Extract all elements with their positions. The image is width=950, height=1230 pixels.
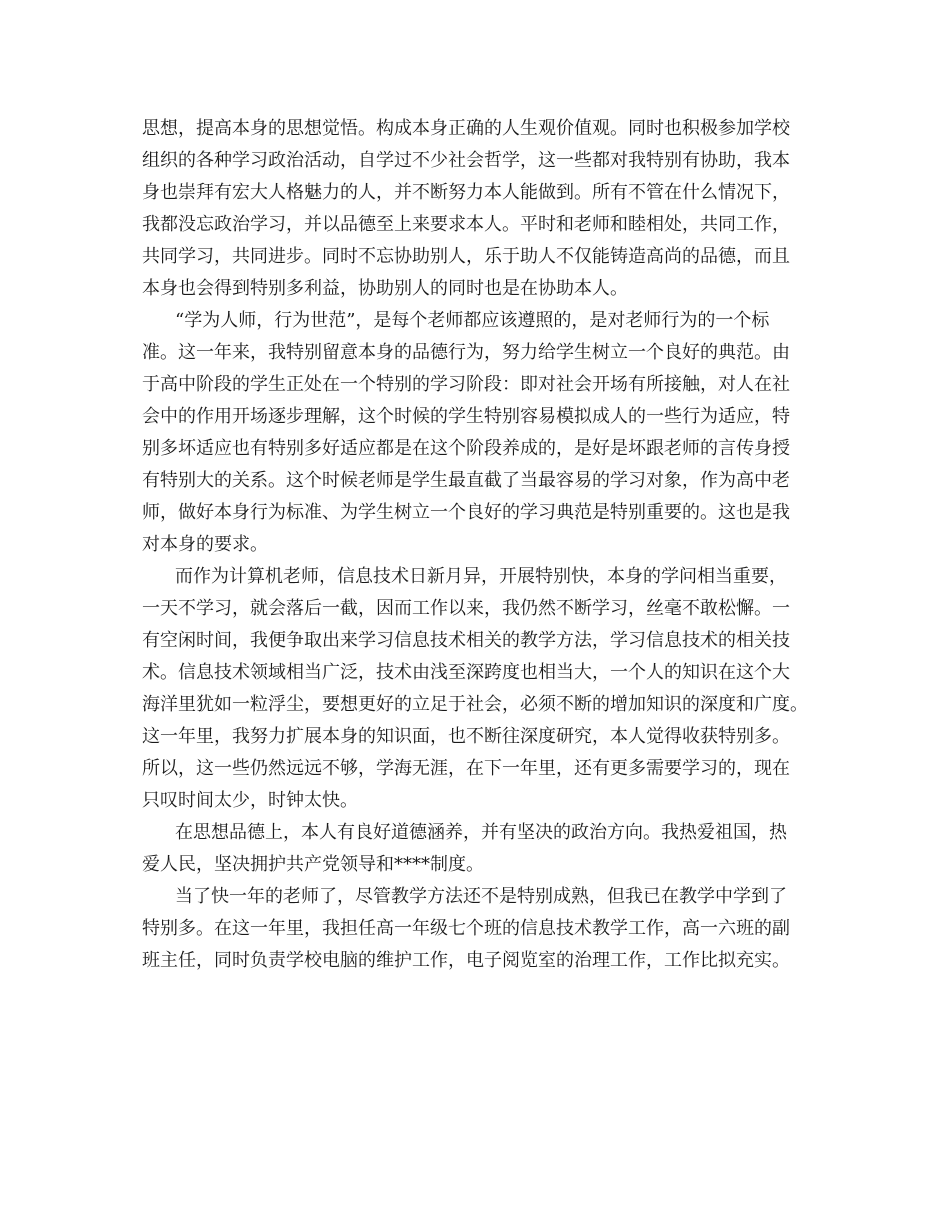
text-line: 对本身的要求。	[142, 534, 268, 555]
text-line: 术。信息技术领域相当广泛，技术由浅至深跨度也相当大，一个人的知识在这个大	[142, 662, 790, 683]
text-line: 当了快一年的老师了，尽管教学方法还不是特别成熟，但我已在教学中学到了	[175, 886, 787, 907]
text-line: 一天不学习，就会落后一截，因而工作以来，我仍然不断学习，丝毫不敢松懈。一	[142, 598, 790, 619]
text-line: 组织的各种学习政治活动，自学过不少社会哲学，这一些都对我特别有协助，我本	[142, 150, 790, 171]
text-line: 我都没忘政治学习，并以品德至上来要求本人。平时和老师和睦相处，共同工作，	[142, 214, 790, 235]
text-line: 有特别大的关系。这个时候老师是学生最直截了当最容易的学习对象，作为高中老	[142, 470, 790, 491]
text-line: 有空闲时间，我便争取出来学习信息技术相关的教学方法，学习信息技术的相关技	[142, 630, 790, 651]
text-line: 师，做好本身行为标准、为学生树立一个良好的学习典范是特别重要的。这也是我	[142, 502, 790, 523]
text-line: 本身也会得到特别多利益，协助别人的同时也是在协助本人。	[142, 278, 628, 299]
text-line: 别多坏适应也有特别多好适应都是在这个阶段养成的，是好是坏跟老师的言传身授	[142, 438, 790, 459]
text-line: 身也崇拜有宏大人格魅力的人，并不断努力本人能做到。所有不管在什么情况下，	[142, 182, 790, 203]
paragraph	[142, 881, 812, 977]
paragraph	[142, 305, 812, 561]
text-line: 共同学习，共同进步。同时不忘协助别人，乐于助人不仅能铸造高尚的品德，而且	[142, 246, 790, 267]
paragraph	[142, 817, 812, 881]
text-line: 特别多。在这一年里，我担任高一年级七个班的信息技术教学工作，高一六班的副	[142, 918, 790, 939]
text-line: 这一年里，我努力扩展本身的知识面，也不断往深度研究，本人觉得收获特别多。	[142, 726, 790, 747]
text-line: 思想，提高本身的思想觉悟。构成本身正确的人生观价值观。同时也积极参加学校	[142, 118, 790, 139]
paragraph	[142, 113, 812, 305]
text-line: 而作为计算机老师，信息技术日新月异，开展特别快，本身的学问相当重要，	[175, 566, 787, 587]
document-body	[142, 113, 812, 977]
text-line: 会中的作用开场逐步理解，这个时候的学生特别容易模拟成人的一些行为适应，特	[142, 406, 790, 427]
text-line: 只叹时间太少，时钟太快。	[142, 790, 358, 811]
text-line: 于高中阶段的学生正处在一个特别的学习阶段：即对社会开场有所接触，对人在社	[142, 374, 790, 395]
paragraph	[142, 561, 812, 817]
text-line: 准。这一年来，我特别留意本身的品德行为，努力给学生树立一个良好的典范。由	[142, 342, 790, 363]
text-line: 班主任，同时负责学校电脑的维护工作，电子阅览室的治理工作，工作比拟充实。	[142, 950, 790, 971]
text-line: 爱人民，坚决拥护共产党领导和****制度。	[142, 854, 484, 875]
text-line: “学为人师，行为世范”，是每个老师都应该遵照的，是对老师行为的一个标	[175, 310, 770, 331]
text-line: 在思想品德上，本人有良好道德涵养，并有坚决的政治方向。我热爱祖国，热	[175, 822, 787, 843]
text-line: 所以，这一些仍然远远不够，学海无涯，在下一年里，还有更多需要学习的，现在	[142, 758, 790, 779]
text-line: 海洋里犹如一粒浮尘，要想更好的立足于社会，必须不断的增加知识的深度和广度。	[142, 694, 808, 715]
